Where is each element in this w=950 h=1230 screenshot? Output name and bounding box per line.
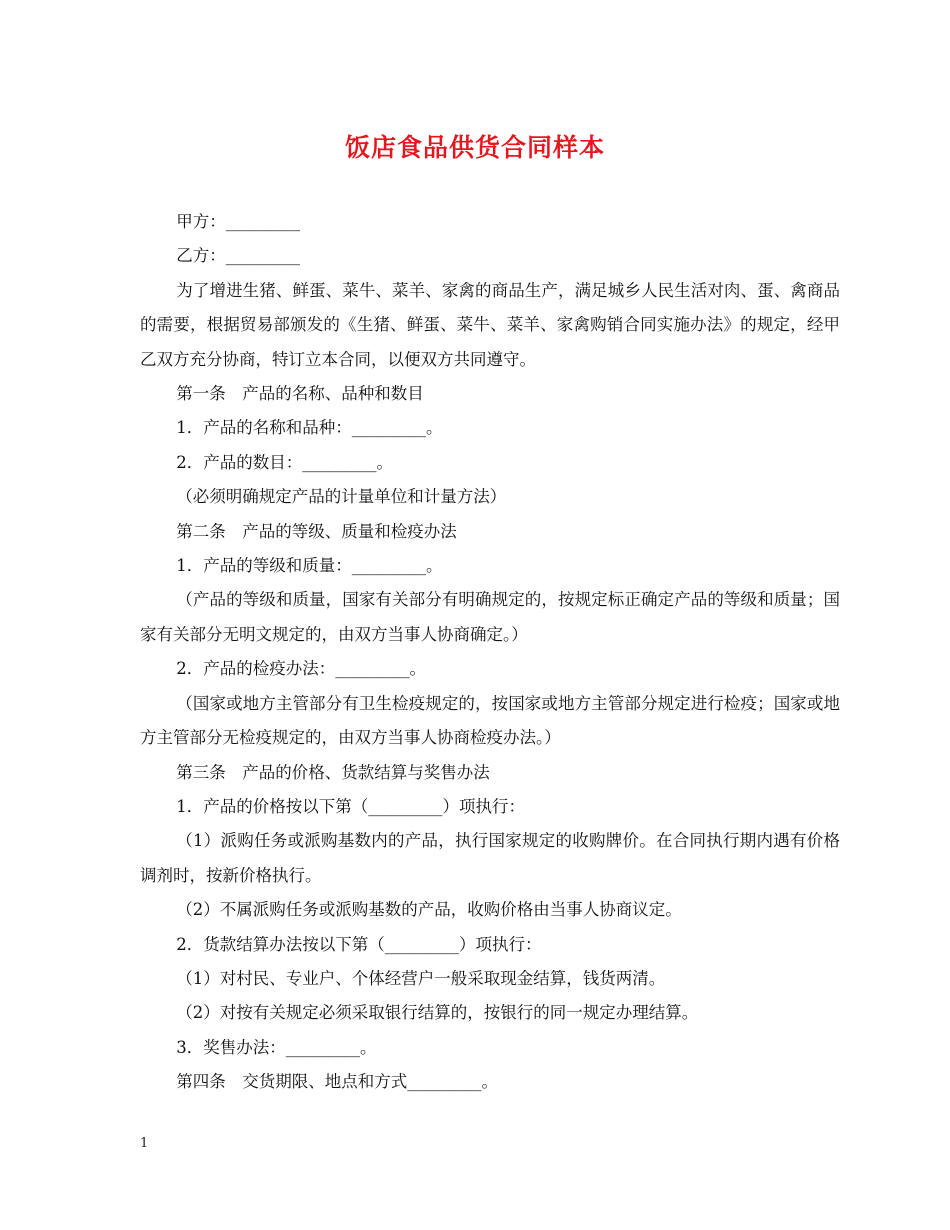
page-number: 1 — [140, 1136, 149, 1151]
clause-3-1-option-2: （2）不属派购任务或派购基数的产品，收购价格由当事人协商议定。 — [176, 900, 682, 920]
article-1-heading: 第一条 产品的名称、品种和数目 — [176, 384, 424, 404]
article-3-heading: 第三条 产品的价格、货款结算与奖售办法 — [176, 762, 490, 782]
document-body — [140, 205, 840, 1100]
clause-3-2: 2．货款结算办法按以下第（_________）项执行： — [176, 934, 542, 954]
clause-2-2: 2．产品的检疫办法：_________。 — [176, 659, 427, 679]
article-4-heading: 第四条 交货期限、地点和方式_________。 — [176, 1072, 499, 1092]
note-1: （必须明确规定产品的计量单位和计量方法） — [176, 487, 507, 507]
article-2-heading: 第二条 产品的等级、质量和检疫办法 — [176, 521, 457, 541]
clause-3-2-option-1: （1）对村民、专业户、个体经营户一般采取现金结算，钱货两清。 — [176, 968, 666, 988]
clause-1-1: 1．产品的名称和品种：_________。 — [176, 418, 443, 438]
clause-1-2: 2．产品的数目：_________。 — [176, 452, 394, 472]
clause-2-1: 1．产品的等级和质量：_________。 — [176, 556, 443, 576]
clause-3-1-option-1: （1）派购任务或派购基数内的产品，执行国家规定的收购牌价。在合同执行期内遇有价格调剂时，按新价格执行。 — [140, 831, 840, 885]
clause-3-2-option-2: （2）对按有关规定必须采取银行结算的，按银行的同一规定办理结算。 — [176, 1003, 699, 1023]
party-b-line: 乙方：_________ — [176, 246, 301, 266]
note-2-2: （国家或地方主管部分有卫生检疫规定的，按国家或地方主管部分规定进行检疫；国家或地方主管部分无检疫规定的，由双方当事人协商检疫办法。） — [140, 693, 840, 748]
party-a-line: 甲方：_________ — [176, 212, 301, 231]
note-2-1: （产品的等级和质量，国家有关部分有明确规定的，按规定标正确定产品的等级和质量；国家有关部分无明文规定的，由双方当事人协商确定。） — [140, 590, 840, 644]
document-title: 饭店食品供货合同样本 — [344, 133, 605, 162]
preamble-paragraph: 为了增进生猪、鲜蛋、菜牛、菜羊、家禽的商品生产，满足城乡人民生活对肉、蛋、禽商品的需要，根据贸易部颁发的《生猪、鲜蛋、菜牛、菜羊、家禽购销合同实施办法》的规定，经甲乙双方充分协商，特订立本合同，以便双方共同遵守。 — [140, 280, 840, 369]
clause-3-1: 1．产品的价格按以下第（_________）项执行： — [176, 796, 526, 816]
clause-3-3: 3．奖售办法：_________。 — [176, 1037, 377, 1057]
